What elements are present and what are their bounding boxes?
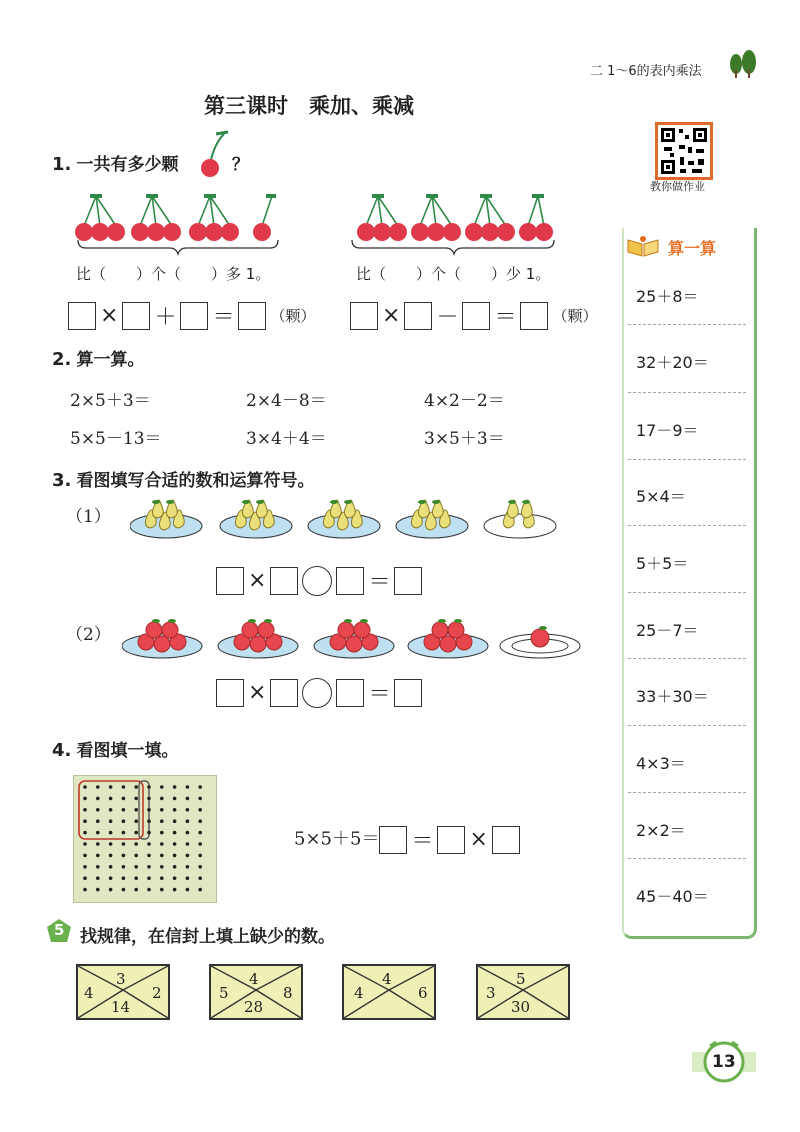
envelope-right-number: 2 xyxy=(152,984,162,1002)
grid-dot xyxy=(173,785,177,789)
grid-dot xyxy=(109,854,113,858)
book-icon xyxy=(626,234,660,262)
grid-dot xyxy=(186,888,190,892)
q1-text: 一共有多少颗 xyxy=(76,155,179,175)
q1-question-mark: ？ xyxy=(232,155,249,175)
grid-dot xyxy=(173,854,177,858)
grid-dot xyxy=(147,797,151,801)
grid-dot xyxy=(147,876,151,880)
grid-dot xyxy=(134,888,138,892)
side-item: 33＋30＝ xyxy=(636,687,709,706)
envelope-top-number: 4 xyxy=(382,970,392,988)
cherry-bunch-left xyxy=(75,196,276,241)
envelope xyxy=(76,964,170,1020)
operator-circle[interactable] xyxy=(302,678,332,708)
chapter-header: 二 1～6的表内乘法 xyxy=(590,64,702,79)
grid-dot xyxy=(96,819,100,823)
q2-item: 5×5－13＝ xyxy=(70,429,162,449)
grid-dot xyxy=(173,831,177,835)
divider xyxy=(628,525,746,526)
grid-dot xyxy=(198,797,202,801)
q5-number-badge xyxy=(46,918,72,944)
grid-dot xyxy=(160,854,164,858)
grid-dot xyxy=(122,842,126,846)
envelope-top-number: 3 xyxy=(116,970,126,988)
times-sign: × xyxy=(469,827,488,852)
times-sign: × xyxy=(248,680,267,705)
q4-eq-prefix: 5×5＋5＝ xyxy=(294,828,380,850)
envelope-bottom-number[interactable]: 28 xyxy=(244,998,264,1016)
equals-sign: ＝ xyxy=(368,570,391,595)
grid-dot xyxy=(173,865,177,869)
grid-dot xyxy=(96,865,100,869)
grid-dot xyxy=(198,785,202,789)
grid-dot xyxy=(96,876,100,880)
envelope-right-number: 8 xyxy=(283,984,293,1002)
grid-dot xyxy=(134,831,138,835)
grid-dot xyxy=(83,865,87,869)
grid-dot xyxy=(134,876,138,880)
answer-box[interactable] xyxy=(270,679,298,707)
grid-dot xyxy=(186,842,190,846)
pear-plate xyxy=(484,500,556,538)
q1-right-equation xyxy=(350,300,601,331)
grid-dot xyxy=(109,842,113,846)
grid-dot xyxy=(186,854,190,858)
grid-dot xyxy=(96,888,100,892)
pear-plate xyxy=(220,500,292,538)
cherry-illustration xyxy=(70,188,590,258)
grid-dot xyxy=(122,854,126,858)
divider xyxy=(628,658,746,659)
q4-equation xyxy=(294,824,520,855)
answer-box[interactable] xyxy=(394,679,422,707)
grid-dot xyxy=(134,797,138,801)
apple-plate xyxy=(500,626,580,658)
grid-dot xyxy=(109,876,113,880)
grid-dot xyxy=(83,854,87,858)
grid-dot xyxy=(173,808,177,812)
grid-dot xyxy=(198,831,202,835)
grid-dot xyxy=(134,785,138,789)
envelope-right-number: 6 xyxy=(418,984,428,1002)
answer-box[interactable] xyxy=(216,679,244,707)
grid-dot xyxy=(160,842,164,846)
answer-box[interactable] xyxy=(336,679,364,707)
apple-plates xyxy=(122,612,592,664)
grid-dot xyxy=(173,876,177,880)
grid-dot xyxy=(134,854,138,858)
grid-dot xyxy=(160,888,164,892)
q4-number: 4. xyxy=(52,740,72,761)
q1-number: 1. xyxy=(52,154,72,175)
grid-dot xyxy=(198,876,202,880)
qr-code[interactable] xyxy=(655,122,713,180)
apple-plate xyxy=(122,619,202,658)
q2-item: 3×5＋3＝ xyxy=(424,429,505,449)
grid-dot xyxy=(186,819,190,823)
grid-dot xyxy=(147,854,151,858)
envelope-left-number: 4 xyxy=(84,984,94,1002)
q1-right-caption: 比（ ）个（ ）少 1。 xyxy=(356,265,551,283)
grid-dot xyxy=(109,888,113,892)
q3-part1-label: （1） xyxy=(66,507,111,527)
grid-dot xyxy=(186,785,190,789)
grid-dot xyxy=(147,831,151,835)
q4-heading xyxy=(52,736,178,761)
grid-dot xyxy=(173,819,177,823)
envelope-top-number: 5 xyxy=(516,970,526,988)
unit-label: （颗） xyxy=(552,307,598,325)
grid-dot xyxy=(173,842,177,846)
equals-sign: ＝ xyxy=(368,682,391,707)
grid-dot xyxy=(122,865,126,869)
cherry-icon xyxy=(200,130,230,184)
grid-dot xyxy=(134,819,138,823)
grid-dot xyxy=(198,888,202,892)
q3-part2-equation xyxy=(216,677,422,708)
envelope-top-number: 4 xyxy=(249,970,259,988)
grid-dot xyxy=(122,808,126,812)
answer-box[interactable] xyxy=(520,302,548,330)
equals-sign: ＝ xyxy=(212,305,235,330)
grid-dot xyxy=(160,865,164,869)
grid-dot xyxy=(96,797,100,801)
equals-sign: ＝ xyxy=(411,829,434,854)
divider xyxy=(628,324,746,325)
dot-grid xyxy=(73,775,215,901)
minus-sign: － xyxy=(436,305,459,330)
pear-plate xyxy=(308,500,380,538)
pear-plate xyxy=(130,500,202,538)
answer-box[interactable] xyxy=(437,826,465,854)
plus-sign: ＋ xyxy=(154,305,177,330)
grid-dot xyxy=(198,842,202,846)
q2-item: 3×4＋4＝ xyxy=(246,429,327,449)
grid-dot xyxy=(122,831,126,835)
side-item: 25－7＝ xyxy=(636,621,699,640)
grid-dot xyxy=(198,808,202,812)
q5-text: 找规律，在信封上填上缺少的数。 xyxy=(80,927,335,947)
unit-label: （颗） xyxy=(270,307,316,325)
divider xyxy=(628,858,746,859)
answer-box[interactable] xyxy=(336,567,364,595)
grid-dot xyxy=(109,785,113,789)
apple-plate xyxy=(314,619,394,658)
grid-dot xyxy=(160,819,164,823)
page-number: 13 xyxy=(712,1052,736,1072)
q2-item: 2×4－8＝ xyxy=(246,391,327,411)
grid-dot xyxy=(122,888,126,892)
grid-dot xyxy=(147,842,151,846)
answer-box[interactable] xyxy=(180,302,208,330)
side-item: 17－9＝ xyxy=(636,421,699,440)
answer-box[interactable] xyxy=(270,567,298,595)
grid-dot xyxy=(173,888,177,892)
grid-dot xyxy=(147,865,151,869)
answer-box[interactable] xyxy=(379,826,407,854)
grid-dot xyxy=(83,831,87,835)
q3-text: 看图填写合适的数和运算符号。 xyxy=(76,471,315,491)
pear-plates xyxy=(130,494,590,544)
grid-dot xyxy=(186,797,190,801)
times-sign: × xyxy=(248,568,267,593)
q3-heading xyxy=(52,466,314,491)
side-item: 5＋5＝ xyxy=(636,554,689,573)
tree-icon xyxy=(728,50,758,82)
qr-caption: 教你做作业 xyxy=(650,180,705,193)
side-item: 4×3＝ xyxy=(636,754,686,773)
grid-dot xyxy=(186,831,190,835)
q3-part1-equation xyxy=(216,565,422,596)
divider xyxy=(628,459,746,460)
divider xyxy=(628,725,746,726)
grid-dot xyxy=(134,842,138,846)
pear-plate xyxy=(396,500,468,538)
q1-left-caption: 比（ ）个（ ）多 1。 xyxy=(76,265,271,283)
q2-item: 2×5＋3＝ xyxy=(70,391,151,411)
side-item: 45－40＝ xyxy=(636,887,709,906)
grid-dot xyxy=(173,797,177,801)
grid-dot xyxy=(83,785,87,789)
divider xyxy=(628,792,746,793)
grid-dot xyxy=(109,865,113,869)
side-panel-title: 算一算 xyxy=(668,239,717,258)
grid-dot xyxy=(83,797,87,801)
q2-number: 2. xyxy=(52,349,72,370)
grid-dot xyxy=(83,888,87,892)
apple-plate xyxy=(218,619,298,658)
envelope-left-number: 4 xyxy=(354,984,364,1002)
answer-box[interactable] xyxy=(404,302,432,330)
grid-dot xyxy=(96,842,100,846)
grid-dot xyxy=(160,785,164,789)
answer-box[interactable] xyxy=(122,302,150,330)
q2-item: 4×2－2＝ xyxy=(424,391,505,411)
grid-dot xyxy=(109,797,113,801)
side-item: 32＋20＝ xyxy=(636,353,709,372)
operator-circle[interactable] xyxy=(302,566,332,596)
grid-dot xyxy=(186,876,190,880)
divider xyxy=(628,592,746,593)
envelope xyxy=(209,964,303,1020)
q2-heading xyxy=(52,345,144,370)
grid-dot xyxy=(198,819,202,823)
grid-dot xyxy=(160,876,164,880)
grid-dot xyxy=(122,797,126,801)
answer-box[interactable] xyxy=(216,567,244,595)
grid-dot xyxy=(122,819,126,823)
envelope xyxy=(342,964,436,1020)
q2-text: 算一算。 xyxy=(76,350,145,370)
grid-dot xyxy=(96,831,100,835)
side-item: 2×2＝ xyxy=(636,821,686,840)
envelope-bottom-number: 30 xyxy=(511,998,531,1016)
grid-dot xyxy=(198,865,202,869)
grid-dot xyxy=(147,808,151,812)
grid-dot xyxy=(160,797,164,801)
answer-box[interactable] xyxy=(350,302,378,330)
answer-box[interactable] xyxy=(68,302,96,330)
q1-heading xyxy=(52,150,178,175)
envelope-bottom-number[interactable]: 14 xyxy=(111,998,131,1016)
grid-dot xyxy=(109,831,113,835)
side-item: 5×4＝ xyxy=(636,487,686,506)
grid-dot xyxy=(134,865,138,869)
q3-part2-label: （2） xyxy=(66,625,111,645)
side-item: 25＋8＝ xyxy=(636,287,699,306)
envelope-left-number: 5 xyxy=(219,984,229,1002)
grid-dot xyxy=(83,819,87,823)
equals-sign: ＝ xyxy=(494,305,517,330)
answer-box[interactable] xyxy=(492,826,520,854)
grid-dot xyxy=(122,785,126,789)
grid-dot xyxy=(109,808,113,812)
grid-dot xyxy=(83,876,87,880)
envelope-left-number: 3 xyxy=(486,984,496,1002)
grid-dot xyxy=(186,865,190,869)
grid-dot xyxy=(134,808,138,812)
q5-number: 5 xyxy=(54,921,65,939)
grid-dot xyxy=(160,808,164,812)
q4-text: 看图填一填。 xyxy=(76,741,179,761)
grid-dot xyxy=(160,831,164,835)
page-number-badge xyxy=(692,1038,756,1086)
grid-dot xyxy=(109,819,113,823)
lesson-title: 第三课时 乘加、乘减 xyxy=(204,94,414,118)
envelope xyxy=(476,964,570,1020)
answer-box[interactable] xyxy=(462,302,490,330)
grid-dot xyxy=(122,876,126,880)
grid-dot xyxy=(147,888,151,892)
answer-box[interactable] xyxy=(394,567,422,595)
grid-dot xyxy=(96,854,100,858)
grid-dot xyxy=(96,785,100,789)
q3-number: 3. xyxy=(52,470,72,491)
grid-dot xyxy=(147,785,151,789)
divider xyxy=(628,392,746,393)
answer-box[interactable] xyxy=(238,302,266,330)
grid-dot xyxy=(96,808,100,812)
grid-dot xyxy=(83,808,87,812)
apple-plate xyxy=(408,619,488,658)
grid-dot xyxy=(198,854,202,858)
grid-dot xyxy=(186,808,190,812)
grid-dot xyxy=(147,819,151,823)
grid-dot xyxy=(83,842,87,846)
times-sign: × xyxy=(100,303,119,328)
times-sign: × xyxy=(382,303,401,328)
q1-left-equation xyxy=(68,300,319,331)
